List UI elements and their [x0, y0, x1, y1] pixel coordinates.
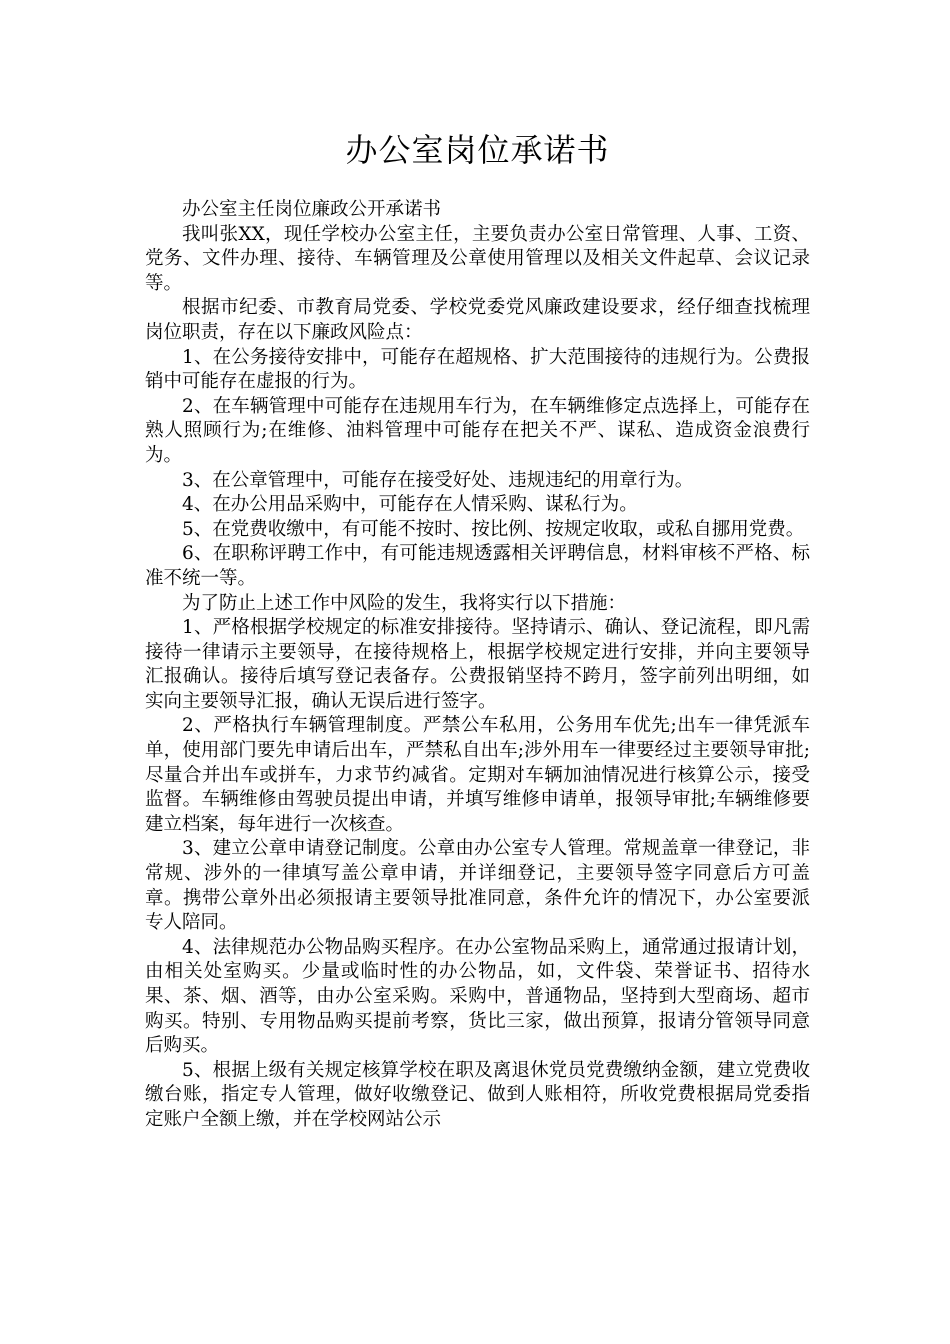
measure-item-4: 4、法律规范办公物品购买程序。在办公室物品采购上，通常通过报请计划，由相关处室购买。少量或临时性的办公物品，如，文件袋、荣誉证书、招待水果、茶、烟、酒等，由办公室采购。采购中，普通物品，坚持到大型商场、超市购买。特别、专用物品购买提前考察，货比三家，做出预算，报请分管领导同意后购买。 — [145, 936, 810, 1057]
measure-item-5: 5、根据上级有关规定核算学校在职及离退休党员党费缴纳金额，建立党费收缴台账，指定专人管理，做好收缴登记、做到人账相符，所收党费根据局党委指定账户全额上缴，并在学校网站公示 — [145, 1059, 810, 1130]
risk-item-6: 6、在职称评聘工作中，有可能违规透露相关评聘信息，材料审核不严格、标准不统一等。 — [145, 543, 810, 589]
measures-intro-paragraph: 为了防止上述工作中风险的发生，我将实行以下措施： — [182, 592, 627, 614]
risk-item-2: 2、在车辆管理中可能存在违规用车行为，在车辆维修定点选择上，可能存在熟人照顾行为;在维修、油料管理中可能存在把关不严、谋私、造成资金浪费行为。 — [145, 395, 810, 466]
document-page — [145, 128, 810, 1133]
document-title: 办公室岗位承诺书 — [345, 131, 610, 169]
subtitle-paragraph: 办公室主任岗位廉政公开承诺书 — [182, 199, 442, 220]
risk-item-4: 4、在办公用品采购中，可能存在人情采购、谋私行为。 — [182, 494, 638, 516]
risk-item-5: 5、在党费收缴中，有可能不按时、按比例、按规定收取，或私自挪用党费。 — [182, 518, 805, 540]
intro-paragraph: 我叫张XX，现任学校办公室主任，主要负责办公室日常管理、人事、工资、党务、文件办理、接待、车辆管理及公章使用管理以及相关文件起草、会议记录等。 — [145, 223, 810, 294]
risk-item-3: 3、在公章管理中，可能存在接受好处、违规违纪的用章行为。 — [182, 469, 694, 491]
measure-item-3: 3、建立公章申请登记制度。公章由办公室专人管理。常规盖章一律登记，非常规、涉外的一律填写盖公章申请，并详细登记，主要领导签字同意后方可盖章。携带公章外出必须报请主要领导批准同意，条件允许的情况下，办公室要派专人陪同。 — [145, 838, 810, 934]
risk-intro-paragraph: 根据市纪委、市教育局党委、学校党委党风廉政建设要求，经仔细查找梳理岗位职责，存在以下廉政风险点： — [145, 297, 810, 343]
measure-item-1: 1、严格根据学校规定的标准安排接待。坚持请示、确认、登记流程，即凡需接待一律请示主要领导，在接待规格上，根据学校规定进行安排，并向主要领导汇报确认。接待后填写登记表备存。公费报销坚持不跨月，签字前列出明细，如实向主要领导汇报，确认无误后进行签字。 — [145, 617, 810, 712]
measure-item-2: 2、严格执行车辆管理制度。严禁公车私用，公务用车优先;出车一律凭派车单，使用部门要先申请后出车，严禁私自出车;涉外用车一律要经过主要领导审批;尽量合并出车或拼车，力求节约减省。定期对车辆加油情况进行核算公示，接受监督。车辆维修由驾驶员提出申请，并填写维修申请单，报领导审批;车辆维修要建立档案，每年进行一次核查。 — [145, 715, 810, 835]
risk-item-1: 1、在公务接待安排中，可能存在超规格、扩大范围接待的违规行为。公费报销中可能存在虚报的行为。 — [145, 346, 810, 393]
